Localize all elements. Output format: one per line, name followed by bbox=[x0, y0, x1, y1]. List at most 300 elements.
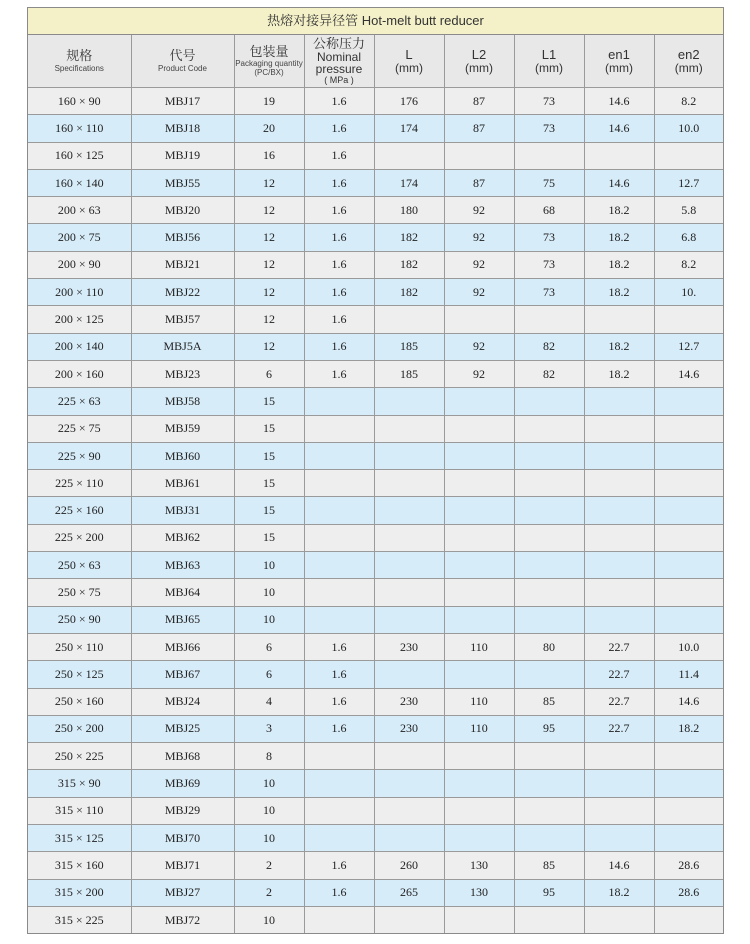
packaging-qty-cell: 20 bbox=[234, 115, 304, 142]
l-cell bbox=[374, 306, 444, 333]
table-row bbox=[28, 169, 723, 196]
packaging-qty-cell: 6 bbox=[234, 360, 304, 387]
en2-cell: 14.6 bbox=[654, 688, 723, 715]
pressure-cell: 1.6 bbox=[304, 115, 374, 142]
l2-cell bbox=[444, 606, 514, 633]
l2-cell bbox=[444, 770, 514, 797]
l1-cell bbox=[514, 442, 584, 469]
en1-cell bbox=[584, 770, 654, 797]
en2-cell: 11.4 bbox=[654, 661, 723, 688]
en1-cell: 22.7 bbox=[584, 633, 654, 660]
packaging-qty-cell: 4 bbox=[234, 688, 304, 715]
l2-cell: 92 bbox=[444, 251, 514, 278]
product-code-cell: MBJ31 bbox=[131, 497, 234, 524]
l2-cell: 92 bbox=[444, 197, 514, 224]
en2-cell: 18.2 bbox=[654, 715, 723, 742]
pressure-cell: 1.6 bbox=[304, 279, 374, 306]
table-row bbox=[28, 442, 723, 469]
pressure-cell bbox=[304, 579, 374, 606]
packaging-qty-cell: 12 bbox=[234, 224, 304, 251]
en2-cell bbox=[654, 797, 723, 824]
product-code-cell: MBJ25 bbox=[131, 715, 234, 742]
l2-cell bbox=[444, 306, 514, 333]
en2-cell bbox=[654, 606, 723, 633]
spec-cell: 315 × 160 bbox=[28, 852, 131, 879]
l1-cell bbox=[514, 142, 584, 169]
en2-cell: 28.6 bbox=[654, 852, 723, 879]
table-row bbox=[28, 197, 723, 224]
en2-cell: 5.8 bbox=[654, 197, 723, 224]
packaging-qty-cell: 12 bbox=[234, 169, 304, 196]
l-cell: 260 bbox=[374, 852, 444, 879]
packaging-qty-cell: 15 bbox=[234, 524, 304, 551]
product-code-cell: MBJ70 bbox=[131, 825, 234, 852]
table-body bbox=[28, 88, 723, 934]
spec-cell: 200 × 125 bbox=[28, 306, 131, 333]
en1-cell bbox=[584, 552, 654, 579]
en2-cell bbox=[654, 770, 723, 797]
packaging-qty-cell: 10 bbox=[234, 552, 304, 579]
spec-cell: 250 × 200 bbox=[28, 715, 131, 742]
product-code-cell: MBJ60 bbox=[131, 442, 234, 469]
l1-cell bbox=[514, 661, 584, 688]
en1-cell bbox=[584, 142, 654, 169]
en2-cell: 6.8 bbox=[654, 224, 723, 251]
packaging-qty-cell: 10 bbox=[234, 770, 304, 797]
l2-cell bbox=[444, 552, 514, 579]
l-cell bbox=[374, 497, 444, 524]
l-cell: 176 bbox=[374, 88, 444, 115]
packaging-qty-cell: 3 bbox=[234, 715, 304, 742]
spec-cell: 160 × 90 bbox=[28, 88, 131, 115]
packaging-qty-cell: 15 bbox=[234, 497, 304, 524]
product-code-cell: MBJ69 bbox=[131, 770, 234, 797]
en1-cell: 14.6 bbox=[584, 852, 654, 879]
l1-cell bbox=[514, 497, 584, 524]
spec-table bbox=[28, 35, 723, 933]
l2-cell: 130 bbox=[444, 879, 514, 906]
packaging-qty-cell: 10 bbox=[234, 606, 304, 633]
packaging-qty-cell: 12 bbox=[234, 197, 304, 224]
l2-cell: 130 bbox=[444, 852, 514, 879]
l1-cell bbox=[514, 579, 584, 606]
spec-cell: 250 × 110 bbox=[28, 633, 131, 660]
l-cell bbox=[374, 552, 444, 579]
packaging-qty-cell: 2 bbox=[234, 879, 304, 906]
pressure-cell bbox=[304, 415, 374, 442]
en1-cell: 22.7 bbox=[584, 661, 654, 688]
spec-cell: 250 × 63 bbox=[28, 552, 131, 579]
en2-cell bbox=[654, 442, 723, 469]
l2-cell: 87 bbox=[444, 88, 514, 115]
table-row bbox=[28, 333, 723, 360]
en1-cell bbox=[584, 906, 654, 933]
table-row bbox=[28, 360, 723, 387]
packaging-qty-cell: 15 bbox=[234, 415, 304, 442]
packaging-qty-cell: 6 bbox=[234, 661, 304, 688]
header-en2: en2 (mm) bbox=[654, 35, 723, 88]
l2-cell bbox=[444, 906, 514, 933]
l1-cell bbox=[514, 797, 584, 824]
spec-cell: 225 × 90 bbox=[28, 442, 131, 469]
l-cell bbox=[374, 415, 444, 442]
table-row bbox=[28, 115, 723, 142]
l1-cell bbox=[514, 470, 584, 497]
en1-cell bbox=[584, 470, 654, 497]
spec-cell: 225 × 160 bbox=[28, 497, 131, 524]
product-code-cell: MBJ17 bbox=[131, 88, 234, 115]
spec-cell: 200 × 160 bbox=[28, 360, 131, 387]
en1-cell: 18.2 bbox=[584, 279, 654, 306]
table-row bbox=[28, 906, 723, 933]
l-cell bbox=[374, 825, 444, 852]
packaging-qty-cell: 12 bbox=[234, 251, 304, 278]
packaging-qty-cell: 10 bbox=[234, 579, 304, 606]
l1-cell: 95 bbox=[514, 879, 584, 906]
en2-cell: 28.6 bbox=[654, 879, 723, 906]
en2-cell bbox=[654, 552, 723, 579]
l1-cell: 73 bbox=[514, 251, 584, 278]
l1-cell: 82 bbox=[514, 333, 584, 360]
l1-cell bbox=[514, 524, 584, 551]
spec-cell: 225 × 200 bbox=[28, 524, 131, 551]
en2-cell: 8.2 bbox=[654, 88, 723, 115]
product-code-cell: MBJ66 bbox=[131, 633, 234, 660]
en1-cell bbox=[584, 825, 654, 852]
header-packaging-quantity: 包装量 Packaging quantity (PC/BX) bbox=[234, 35, 304, 88]
pressure-cell bbox=[304, 442, 374, 469]
l2-cell bbox=[444, 825, 514, 852]
en1-cell bbox=[584, 306, 654, 333]
en1-cell bbox=[584, 497, 654, 524]
table-title: 热熔对接异径管 Hot-melt butt reducer bbox=[28, 8, 723, 35]
spec-cell: 225 × 63 bbox=[28, 388, 131, 415]
pressure-cell: 1.6 bbox=[304, 306, 374, 333]
l2-cell bbox=[444, 661, 514, 688]
en2-cell bbox=[654, 306, 723, 333]
l-cell: 180 bbox=[374, 197, 444, 224]
table-row bbox=[28, 524, 723, 551]
table-row bbox=[28, 306, 723, 333]
spec-cell: 250 × 125 bbox=[28, 661, 131, 688]
product-code-cell: MBJ22 bbox=[131, 279, 234, 306]
product-code-cell: MBJ64 bbox=[131, 579, 234, 606]
product-code-cell: MBJ20 bbox=[131, 197, 234, 224]
product-code-cell: MBJ71 bbox=[131, 852, 234, 879]
header-en1: en1 (mm) bbox=[584, 35, 654, 88]
packaging-qty-cell: 19 bbox=[234, 88, 304, 115]
l2-cell bbox=[444, 497, 514, 524]
product-code-cell: MBJ58 bbox=[131, 388, 234, 415]
pressure-cell bbox=[304, 388, 374, 415]
product-code-cell: MBJ29 bbox=[131, 797, 234, 824]
table-row bbox=[28, 88, 723, 115]
spec-cell: 250 × 160 bbox=[28, 688, 131, 715]
l1-cell bbox=[514, 415, 584, 442]
l-cell: 182 bbox=[374, 224, 444, 251]
l2-cell bbox=[444, 442, 514, 469]
product-code-cell: MBJ23 bbox=[131, 360, 234, 387]
header-nominal-pressure: 公称压力 Nominal pressure ( MPa ) bbox=[304, 35, 374, 88]
en2-cell bbox=[654, 388, 723, 415]
l2-cell bbox=[444, 524, 514, 551]
en1-cell bbox=[584, 743, 654, 770]
product-code-cell: MBJ24 bbox=[131, 688, 234, 715]
pressure-cell: 1.6 bbox=[304, 251, 374, 278]
l1-cell bbox=[514, 606, 584, 633]
packaging-qty-cell: 10 bbox=[234, 797, 304, 824]
spec-cell: 225 × 110 bbox=[28, 470, 131, 497]
en1-cell: 18.2 bbox=[584, 197, 654, 224]
product-code-cell: MBJ62 bbox=[131, 524, 234, 551]
pressure-cell bbox=[304, 906, 374, 933]
product-code-cell: MBJ61 bbox=[131, 470, 234, 497]
product-code-cell: MBJ67 bbox=[131, 661, 234, 688]
table-row bbox=[28, 279, 723, 306]
l-cell: 182 bbox=[374, 251, 444, 278]
table-row bbox=[28, 470, 723, 497]
l2-cell: 92 bbox=[444, 360, 514, 387]
l2-cell: 92 bbox=[444, 224, 514, 251]
pressure-cell: 1.6 bbox=[304, 333, 374, 360]
l-cell bbox=[374, 579, 444, 606]
l2-cell bbox=[444, 579, 514, 606]
l2-cell: 110 bbox=[444, 688, 514, 715]
l-cell bbox=[374, 606, 444, 633]
table-row bbox=[28, 497, 723, 524]
en2-cell bbox=[654, 579, 723, 606]
table-row bbox=[28, 797, 723, 824]
pressure-cell: 1.6 bbox=[304, 88, 374, 115]
l2-cell: 87 bbox=[444, 115, 514, 142]
en2-cell bbox=[654, 470, 723, 497]
spec-cell: 200 × 63 bbox=[28, 197, 131, 224]
l1-cell bbox=[514, 770, 584, 797]
l1-cell: 82 bbox=[514, 360, 584, 387]
product-code-cell: MBJ72 bbox=[131, 906, 234, 933]
spec-cell: 200 × 140 bbox=[28, 333, 131, 360]
en2-cell bbox=[654, 906, 723, 933]
product-code-cell: MBJ18 bbox=[131, 115, 234, 142]
l1-cell: 73 bbox=[514, 279, 584, 306]
pressure-cell bbox=[304, 797, 374, 824]
l1-cell: 73 bbox=[514, 224, 584, 251]
packaging-qty-cell: 10 bbox=[234, 825, 304, 852]
table-row bbox=[28, 633, 723, 660]
spec-cell: 315 × 200 bbox=[28, 879, 131, 906]
header-product-code: 代号 Product Code bbox=[131, 35, 234, 88]
en1-cell bbox=[584, 606, 654, 633]
l2-cell bbox=[444, 797, 514, 824]
l1-cell: 95 bbox=[514, 715, 584, 742]
l-cell: 182 bbox=[374, 279, 444, 306]
header-specifications: 规格 Specifications bbox=[28, 35, 131, 88]
en2-cell: 10.0 bbox=[654, 633, 723, 660]
pressure-cell bbox=[304, 825, 374, 852]
table-row bbox=[28, 251, 723, 278]
product-spec-sheet bbox=[27, 7, 724, 934]
l2-cell bbox=[444, 743, 514, 770]
l2-cell: 87 bbox=[444, 169, 514, 196]
l2-cell: 110 bbox=[444, 715, 514, 742]
en1-cell: 18.2 bbox=[584, 224, 654, 251]
l2-cell: 92 bbox=[444, 333, 514, 360]
en2-cell bbox=[654, 524, 723, 551]
l1-cell bbox=[514, 552, 584, 579]
l-cell bbox=[374, 797, 444, 824]
l1-cell: 85 bbox=[514, 852, 584, 879]
pressure-cell: 1.6 bbox=[304, 224, 374, 251]
en1-cell bbox=[584, 442, 654, 469]
table-row bbox=[28, 606, 723, 633]
pressure-cell: 1.6 bbox=[304, 661, 374, 688]
pressure-cell bbox=[304, 743, 374, 770]
product-code-cell: MBJ65 bbox=[131, 606, 234, 633]
l-cell: 230 bbox=[374, 715, 444, 742]
spec-cell: 225 × 75 bbox=[28, 415, 131, 442]
product-code-cell: MBJ5A bbox=[131, 333, 234, 360]
l-cell: 174 bbox=[374, 115, 444, 142]
pressure-cell: 1.6 bbox=[304, 715, 374, 742]
en2-cell bbox=[654, 142, 723, 169]
l1-cell: 85 bbox=[514, 688, 584, 715]
table-row bbox=[28, 715, 723, 742]
header-row bbox=[28, 35, 723, 88]
l1-cell bbox=[514, 906, 584, 933]
pressure-cell: 1.6 bbox=[304, 360, 374, 387]
table-row bbox=[28, 579, 723, 606]
spec-cell: 250 × 75 bbox=[28, 579, 131, 606]
pressure-cell bbox=[304, 606, 374, 633]
table-row bbox=[28, 825, 723, 852]
pressure-cell bbox=[304, 497, 374, 524]
l1-cell: 80 bbox=[514, 633, 584, 660]
l1-cell bbox=[514, 388, 584, 415]
l-cell bbox=[374, 661, 444, 688]
pressure-cell bbox=[304, 524, 374, 551]
product-code-cell: MBJ21 bbox=[131, 251, 234, 278]
en2-cell: 12.7 bbox=[654, 333, 723, 360]
table-row bbox=[28, 879, 723, 906]
pressure-cell bbox=[304, 552, 374, 579]
en2-cell: 14.6 bbox=[654, 360, 723, 387]
l2-cell: 110 bbox=[444, 633, 514, 660]
spec-cell: 200 × 90 bbox=[28, 251, 131, 278]
l1-cell: 73 bbox=[514, 88, 584, 115]
en1-cell bbox=[584, 797, 654, 824]
spec-cell: 250 × 225 bbox=[28, 743, 131, 770]
packaging-qty-cell: 12 bbox=[234, 279, 304, 306]
l-cell bbox=[374, 470, 444, 497]
product-code-cell: MBJ59 bbox=[131, 415, 234, 442]
l1-cell: 68 bbox=[514, 197, 584, 224]
pressure-cell: 1.6 bbox=[304, 142, 374, 169]
table-row bbox=[28, 224, 723, 251]
en1-cell: 18.2 bbox=[584, 360, 654, 387]
en2-cell bbox=[654, 497, 723, 524]
packaging-qty-cell: 12 bbox=[234, 306, 304, 333]
table-row bbox=[28, 415, 723, 442]
packaging-qty-cell: 12 bbox=[234, 333, 304, 360]
l-cell: 265 bbox=[374, 879, 444, 906]
en2-cell: 10.0 bbox=[654, 115, 723, 142]
l2-cell bbox=[444, 388, 514, 415]
l2-cell bbox=[444, 142, 514, 169]
spec-cell: 250 × 90 bbox=[28, 606, 131, 633]
l-cell bbox=[374, 388, 444, 415]
pressure-cell: 1.6 bbox=[304, 688, 374, 715]
product-code-cell: MBJ57 bbox=[131, 306, 234, 333]
en1-cell bbox=[584, 579, 654, 606]
en2-cell: 12.7 bbox=[654, 169, 723, 196]
en1-cell bbox=[584, 388, 654, 415]
table-row bbox=[28, 743, 723, 770]
en2-cell bbox=[654, 415, 723, 442]
pressure-cell: 1.6 bbox=[304, 169, 374, 196]
en2-cell bbox=[654, 743, 723, 770]
spec-cell: 160 × 125 bbox=[28, 142, 131, 169]
l-cell: 185 bbox=[374, 360, 444, 387]
en1-cell: 14.6 bbox=[584, 88, 654, 115]
product-code-cell: MBJ27 bbox=[131, 879, 234, 906]
header-l2: L2 (mm) bbox=[444, 35, 514, 88]
en1-cell: 18.2 bbox=[584, 333, 654, 360]
table-row bbox=[28, 688, 723, 715]
spec-cell: 315 × 110 bbox=[28, 797, 131, 824]
l-cell: 230 bbox=[374, 688, 444, 715]
en1-cell: 18.2 bbox=[584, 251, 654, 278]
en1-cell bbox=[584, 415, 654, 442]
l-cell bbox=[374, 906, 444, 933]
en1-cell: 14.6 bbox=[584, 115, 654, 142]
pressure-cell bbox=[304, 470, 374, 497]
l1-cell: 75 bbox=[514, 169, 584, 196]
pressure-cell: 1.6 bbox=[304, 879, 374, 906]
table-row bbox=[28, 770, 723, 797]
l1-cell: 73 bbox=[514, 115, 584, 142]
spec-cell: 315 × 125 bbox=[28, 825, 131, 852]
l-cell bbox=[374, 770, 444, 797]
header-l: L (mm) bbox=[374, 35, 444, 88]
en2-cell bbox=[654, 825, 723, 852]
spec-cell: 315 × 90 bbox=[28, 770, 131, 797]
l2-cell bbox=[444, 470, 514, 497]
packaging-qty-cell: 2 bbox=[234, 852, 304, 879]
l-cell bbox=[374, 524, 444, 551]
pressure-cell: 1.6 bbox=[304, 852, 374, 879]
en1-cell: 22.7 bbox=[584, 715, 654, 742]
product-code-cell: MBJ56 bbox=[131, 224, 234, 251]
packaging-qty-cell: 15 bbox=[234, 470, 304, 497]
product-code-cell: MBJ68 bbox=[131, 743, 234, 770]
l1-cell bbox=[514, 743, 584, 770]
packaging-qty-cell: 6 bbox=[234, 633, 304, 660]
en1-cell: 22.7 bbox=[584, 688, 654, 715]
product-code-cell: MBJ63 bbox=[131, 552, 234, 579]
table-row bbox=[28, 852, 723, 879]
spec-cell: 315 × 225 bbox=[28, 906, 131, 933]
pressure-cell: 1.6 bbox=[304, 197, 374, 224]
spec-cell: 200 × 110 bbox=[28, 279, 131, 306]
packaging-qty-cell: 16 bbox=[234, 142, 304, 169]
spec-cell: 160 × 140 bbox=[28, 169, 131, 196]
en2-cell: 8.2 bbox=[654, 251, 723, 278]
l-cell: 174 bbox=[374, 169, 444, 196]
l2-cell: 92 bbox=[444, 279, 514, 306]
l-cell bbox=[374, 142, 444, 169]
pressure-cell bbox=[304, 770, 374, 797]
l-cell bbox=[374, 442, 444, 469]
